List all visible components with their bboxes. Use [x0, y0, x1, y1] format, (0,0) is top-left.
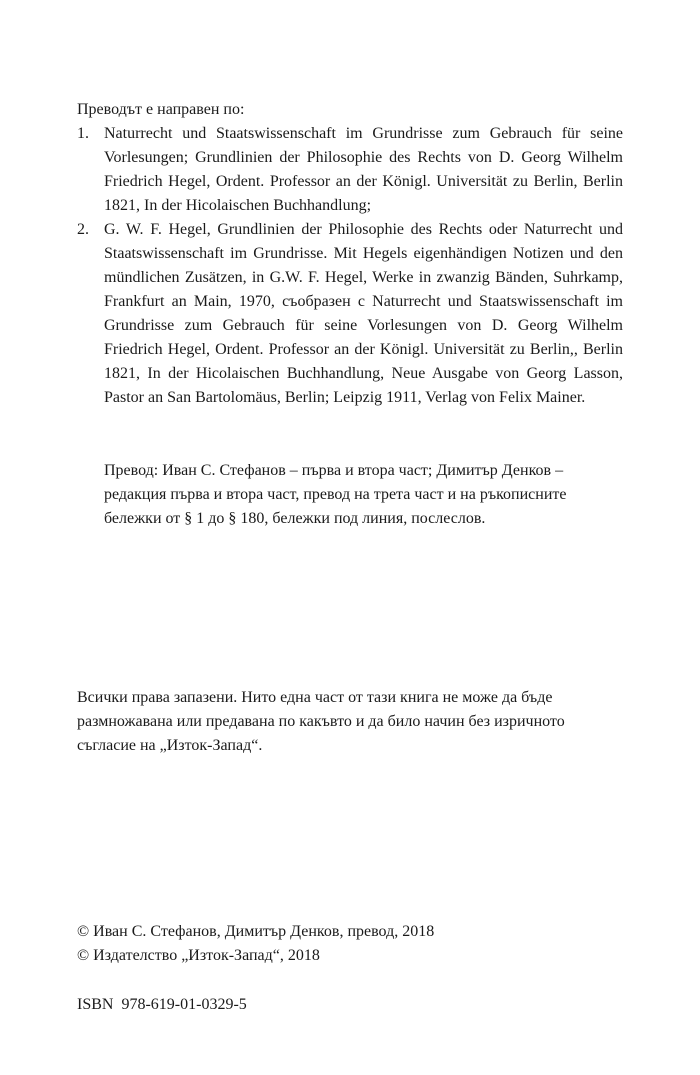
copyright-line-publisher: © Издателство „Изток-Запад“, 2018	[77, 947, 320, 964]
translation-credits: Превод: Иван С. Стефанов – първа и втора част; Димитър Денков – редакция първа и втора част, превод на трета част и на ръкописните бележки от § 1 до § 180, бележки под линия, послеслов.	[104, 462, 567, 527]
sources-heading: Преводът е направен по:	[77, 101, 245, 118]
source-item-2	[77, 218, 623, 410]
source-item-1	[77, 122, 623, 218]
isbn: ISBN 978-619-01-0329-5	[77, 996, 247, 1013]
rights-notice: Всички права запазени. Нито една част от тази книга не може да бъде размножавана или предавана по какъвто и да било начин без изричното съгласие на „Изток-Запад“.	[77, 689, 565, 754]
copyright-line-translation: © Иван С. Стефанов, Димитър Денков, превод, 2018	[77, 923, 435, 940]
copyright-notices	[77, 920, 623, 968]
sources-list	[77, 122, 623, 410]
source-number: 1.	[77, 125, 89, 142]
source-text: Naturrecht und Staatswissenschaft im Grundrisse zum Gebrauch für seine Vorlesungen; Grundlinien der Philosophie des Rechts von D. Georg Wilhelm Friedrich Hegel, Ordent. Professor an der Königl. Universität zu Berlin, Berlin 1821, In der Hicolaischen Buchhandlung;	[104, 125, 623, 214]
source-number: 2.	[77, 221, 89, 238]
source-text: G. W. F. Hegel, Grundlinien der Philosophie des Rechts oder Naturrecht und Staatswissenschaft im Grundrisse. Mit Hegels eigenhändigen Notizen und den mündlichen Zusätzen, in G.W. F. Hegel, Werke in zwanzig Bänden, Suhrkamp, Frankfurt an Main, 1970, съобразен с Naturrecht und Staatswissenschaft im Grundrisse zum Gebrauch für seine Vorlesungen von D. Georg Wilhelm Friedrich Hegel, Ordent. Professor an der Königl. Universität zu Berlin,, Berlin 1821, In der Hicolaischen Buchhandlung, Neue Ausgabe von Georg Lasson, Pastor an San Bartolomäus, Berlin; Leipzig 1911, Verlag von Felix Mainer.	[104, 221, 623, 406]
